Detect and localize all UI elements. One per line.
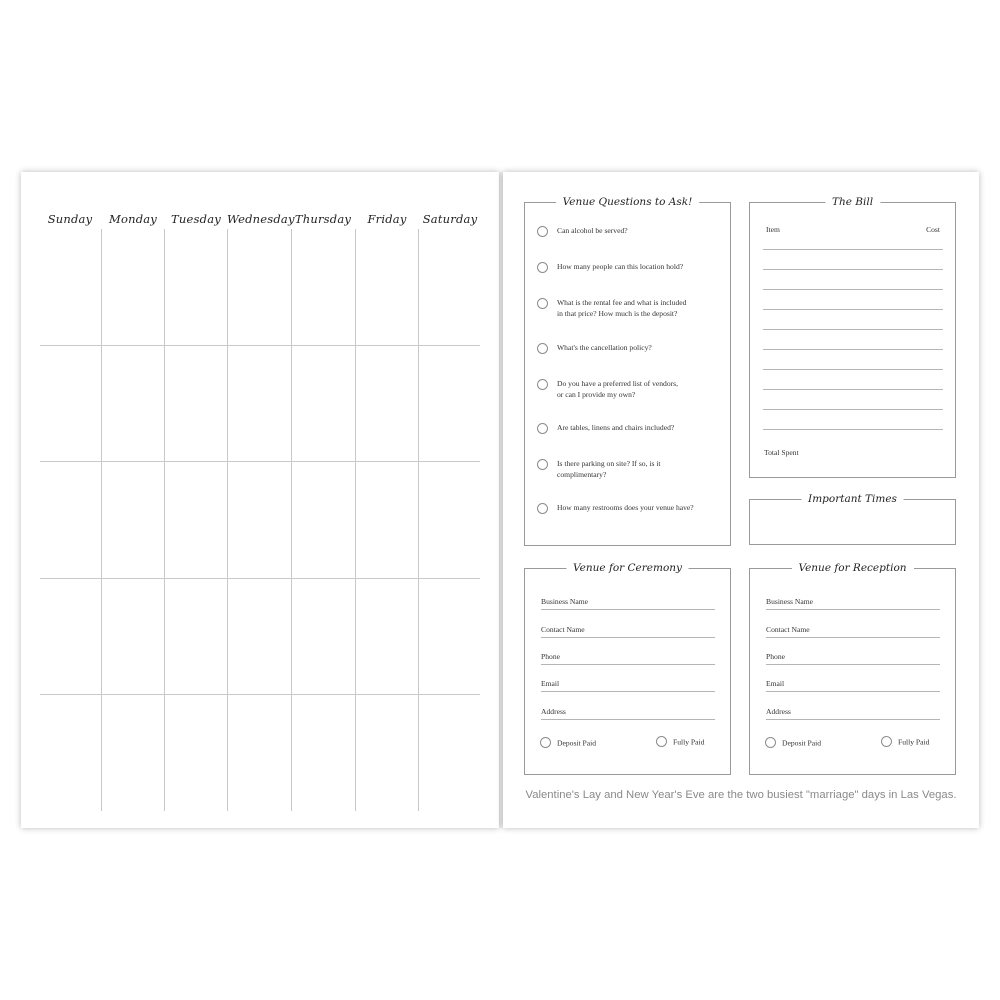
ceremony-phone-field[interactable]: [541, 664, 715, 665]
reception-email-field[interactable]: [766, 691, 940, 692]
bill-line[interactable]: [763, 289, 943, 290]
reception-address-field[interactable]: [766, 719, 940, 720]
calendar-column-line: [355, 229, 356, 811]
calendar-column-line: [418, 229, 419, 811]
checkbox-circle-icon: [881, 736, 892, 747]
bill-total-label: Total Spent: [764, 448, 799, 457]
checkbox-circle-icon: [540, 737, 551, 748]
venue-questions-title: Venue Questions to Ask!: [556, 195, 700, 209]
ceremony-fully-paid-checkbox[interactable]: Fully Paid: [656, 737, 704, 748]
ceremony-venue-box: [524, 562, 731, 775]
reception-email-label: Email: [766, 679, 785, 688]
reception-address-label: Address: [766, 707, 791, 716]
question-item[interactable]: What's the cancellation policy?: [537, 343, 727, 354]
checkbox-circle-icon[interactable]: [537, 343, 548, 354]
calendar-row-line: [40, 345, 480, 346]
calendar-column-line: [291, 229, 292, 811]
checkbox-circle-icon: [765, 737, 776, 748]
ceremony-contact-name-field[interactable]: [541, 637, 715, 638]
bill-cost-header: Cost: [926, 225, 940, 234]
bill-line[interactable]: [763, 249, 943, 250]
calendar-row-line: [40, 694, 480, 695]
ceremony-phone-label: Phone: [541, 652, 560, 661]
checkbox-circle-icon[interactable]: [537, 226, 548, 237]
calendar-column-line: [227, 229, 228, 811]
calendar-row-line: [40, 578, 480, 579]
question-item[interactable]: What is the rental fee and what is included in that price? How much is the deposit?: [537, 298, 727, 319]
calendar-row-line: [40, 461, 480, 462]
reception-phone-field[interactable]: [766, 664, 940, 665]
calendar-column-line: [101, 229, 102, 811]
day-header-monday: Monday: [108, 212, 158, 226]
ceremony-business-name-field[interactable]: [541, 609, 715, 610]
question-item[interactable]: Can alcohol be served?: [537, 226, 727, 237]
bill-item-header: Item: [766, 225, 780, 234]
reception-fully-paid-checkbox[interactable]: Fully Paid: [881, 737, 929, 748]
reception-contact-name-field[interactable]: [766, 637, 940, 638]
venue-planning-page: [503, 172, 979, 828]
ceremony-venue-title: Venue for Ceremony: [566, 561, 689, 575]
ceremony-business-name-label: Business Name: [541, 597, 589, 606]
reception-business-name-field[interactable]: [766, 609, 940, 610]
reception-venue-box: [749, 562, 956, 775]
day-header-friday: Friday: [367, 212, 407, 226]
day-header-sunday: Sunday: [47, 212, 93, 226]
calendar-column-line: [164, 229, 165, 811]
important-times-title: Important Times: [801, 492, 904, 506]
question-item[interactable]: Do you have a preferred list of vendors, or can I provide my own?: [537, 379, 727, 400]
ceremony-address-field[interactable]: [541, 719, 715, 720]
bill-line[interactable]: [763, 269, 943, 270]
important-times-box[interactable]: [749, 493, 956, 545]
reception-deposit-paid-checkbox[interactable]: Deposit Paid: [765, 738, 821, 749]
checkbox-circle-icon[interactable]: [537, 262, 548, 273]
ceremony-email-field[interactable]: [541, 691, 715, 692]
bill-title: The Bill: [825, 195, 880, 209]
bill-box: [749, 196, 956, 478]
bill-line[interactable]: [763, 369, 943, 370]
question-item[interactable]: How many restrooms does your venue have?: [537, 503, 727, 514]
checkbox-circle-icon: [656, 736, 667, 747]
day-header-tuesday: Tuesday: [171, 212, 221, 226]
checkbox-circle-icon[interactable]: [537, 459, 548, 470]
ceremony-deposit-paid-checkbox[interactable]: Deposit Paid: [540, 738, 596, 749]
checkbox-circle-icon[interactable]: [537, 379, 548, 390]
ceremony-address-label: Address: [541, 707, 566, 716]
ceremony-contact-name-label: Contact Name: [541, 625, 585, 634]
checkbox-circle-icon[interactable]: [537, 503, 548, 514]
bill-line[interactable]: [763, 349, 943, 350]
question-item[interactable]: Is there parking on site? If so, is it complimentary?: [537, 459, 727, 480]
reception-phone-label: Phone: [766, 652, 785, 661]
calendar-page: [21, 172, 499, 828]
bill-line[interactable]: [763, 409, 943, 410]
bill-line[interactable]: [763, 329, 943, 330]
question-item[interactable]: Are tables, linens and chairs included?: [537, 423, 727, 434]
wedding-fact-footer: Valentine's Lay and New Year's Eve are the two busiest "marriage" days in Las Vegas.: [525, 789, 957, 801]
bill-line[interactable]: [763, 429, 943, 430]
bill-line[interactable]: [763, 309, 943, 310]
venue-questions-box: [524, 196, 731, 546]
question-item[interactable]: How many people can this location hold?: [537, 262, 727, 273]
day-header-wednesday: Wednesday: [227, 212, 295, 226]
checkbox-circle-icon[interactable]: [537, 298, 548, 309]
bill-line[interactable]: [763, 389, 943, 390]
reception-venue-title: Venue for Reception: [791, 561, 913, 575]
reception-business-name-label: Business Name: [766, 597, 814, 606]
checkbox-circle-icon[interactable]: [537, 423, 548, 434]
reception-contact-name-label: Contact Name: [766, 625, 810, 634]
ceremony-email-label: Email: [541, 679, 560, 688]
day-header-thursday: Thursday: [294, 212, 352, 226]
day-header-saturday: Saturday: [422, 212, 478, 226]
